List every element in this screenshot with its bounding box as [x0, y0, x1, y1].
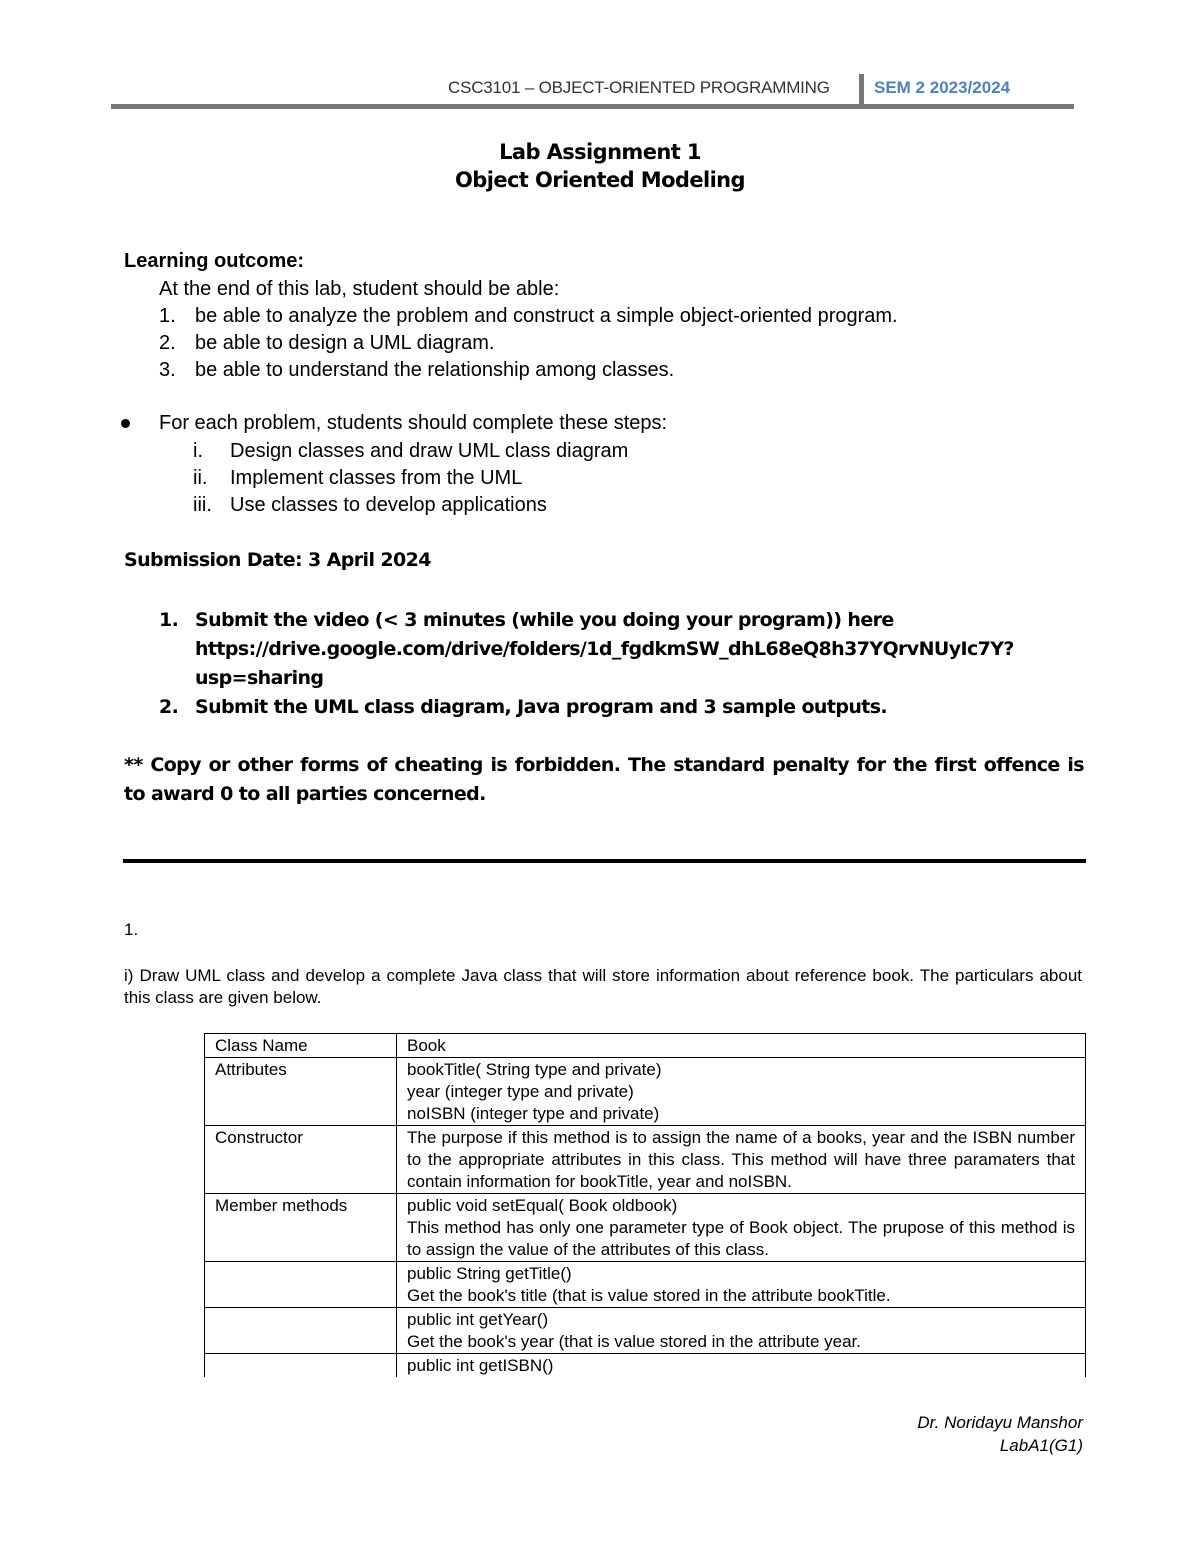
- steps-intro: For each problem, students should complete these steps:: [159, 412, 668, 434]
- learning-outcome-heading: Learning outcome:: [124, 250, 305, 272]
- list-item: [159, 606, 1059, 693]
- cell-line: public int getYear(): [407, 1310, 549, 1329]
- row-label: Constructor: [205, 1126, 397, 1194]
- lab-subtitle: Object Oriented Modeling: [455, 168, 745, 192]
- cell-line: public int getISBN(): [407, 1356, 554, 1375]
- item-number: i.: [193, 440, 203, 462]
- drive-link[interactable]: https://drive.google.com/drive/folders/1d_fgdkmSW_dhL68eQ8h37YQrvNUyIc7Y?: [195, 638, 1014, 660]
- row-content: [397, 1058, 1086, 1126]
- list-item: [159, 305, 898, 332]
- list-item: [159, 359, 898, 386]
- row-label: [205, 1308, 397, 1354]
- question-number: 1.: [124, 920, 139, 939]
- cell-line: bookTitle( String type and private): [407, 1060, 662, 1079]
- item-text: be able to design a UML diagram.: [195, 332, 495, 354]
- cell-line: The purpose if this method is to assign the name of a books, year and the ISBN number to the appropriate attributes in this class. This method will have three paramaters that contain information for bookTitle, year and noISBN.: [407, 1128, 1075, 1191]
- row-content: [397, 1262, 1086, 1308]
- header-rule: [111, 104, 1074, 109]
- cheating-warning: ** Copy or other forms of cheating is forbidden. The standard penalty for the first offence is to award 0 to all parties concerned.: [124, 754, 1084, 805]
- item-text: Use classes to develop applications: [230, 494, 547, 516]
- table-row: [205, 1058, 1086, 1126]
- cell-line: public void setEqual( Book oldbook): [407, 1196, 678, 1215]
- item-text: Design classes and draw UML class diagram: [230, 440, 629, 462]
- semester-label: SEM 2 2023/2024: [874, 78, 1011, 97]
- class-spec-table: [204, 1033, 1086, 1377]
- item-text: Submit the UML class diagram, Java program and 3 sample outputs.: [195, 696, 888, 718]
- row-content: [397, 1126, 1086, 1194]
- item-number: iii.: [193, 494, 212, 516]
- table-row: [205, 1354, 1086, 1378]
- learning-outcome-list: [159, 305, 898, 386]
- list-item: [159, 332, 898, 359]
- item-number: 3.: [159, 359, 176, 381]
- item-text: be able to understand the relationship among classes.: [195, 359, 675, 381]
- submission-date: Submission Date: 3 April 2024: [124, 549, 431, 571]
- cell-line: noISBN (integer type and private): [407, 1104, 660, 1123]
- row-content: [397, 1194, 1086, 1262]
- list-item: [159, 693, 1059, 722]
- cell-line: Get the book's title (that is value stored in the attribute bookTitle.: [407, 1286, 891, 1305]
- list-item: [193, 494, 628, 521]
- row-label: [205, 1354, 397, 1378]
- cell-line: Get the book's year (that is value stored in the attribute year.: [407, 1332, 861, 1351]
- item-number: 1.: [159, 609, 179, 631]
- item-text: Implement classes from the UML: [230, 467, 523, 489]
- list-item: [193, 467, 628, 494]
- steps-list: [193, 440, 628, 521]
- cell-line: public String getTitle(): [407, 1264, 572, 1283]
- table-row: [205, 1034, 1086, 1058]
- drive-link-continued[interactable]: usp=sharing: [195, 667, 324, 689]
- lab-title: Lab Assignment 1: [499, 140, 701, 164]
- item-number: 1.: [159, 305, 176, 327]
- item-text: Submit the video (< 3 minutes (while you doing your program)) here: [195, 609, 894, 631]
- row-label: Class Name: [205, 1034, 397, 1058]
- row-content: [397, 1034, 1086, 1058]
- row-content: [397, 1308, 1086, 1354]
- lab-code: LabA1(G1): [999, 1436, 1083, 1455]
- bullet-icon: [121, 419, 130, 428]
- item-number: ii.: [193, 467, 208, 489]
- row-label: [205, 1262, 397, 1308]
- table-row: [205, 1126, 1086, 1194]
- author-name: Dr. Noridayu Manshor: [917, 1413, 1083, 1432]
- item-text: be able to analyze the problem and construct a simple object-oriented program.: [195, 305, 898, 327]
- header-separator: [859, 74, 864, 104]
- cell-line: year (integer type and private): [407, 1082, 634, 1101]
- cell-line: This method has only one parameter type of Book object. The prupose of this method is to assign the value of the attributes of this class.: [407, 1218, 1075, 1259]
- row-label: Member methods: [205, 1194, 397, 1262]
- table-row: [205, 1308, 1086, 1354]
- question-text: i) Draw UML class and develop a complete Java class that will store information about reference book. The particulars about this class are given below.: [124, 966, 1082, 1007]
- list-item: [193, 440, 628, 467]
- course-header: CSC3101 – OBJECT-ORIENTED PROGRAMMING: [448, 78, 830, 97]
- cell-line: Book: [407, 1036, 446, 1055]
- table-row: [205, 1194, 1086, 1262]
- item-number: 2.: [159, 332, 176, 354]
- learning-outcome-intro: At the end of this lab, student should be able:: [159, 278, 560, 300]
- item-number: 2.: [159, 696, 179, 718]
- table-row: [205, 1262, 1086, 1308]
- submission-list: [159, 606, 1059, 722]
- page-footer: [917, 1411, 1083, 1457]
- row-content: [397, 1354, 1086, 1378]
- section-divider: [123, 859, 1086, 863]
- row-label: Attributes: [205, 1058, 397, 1126]
